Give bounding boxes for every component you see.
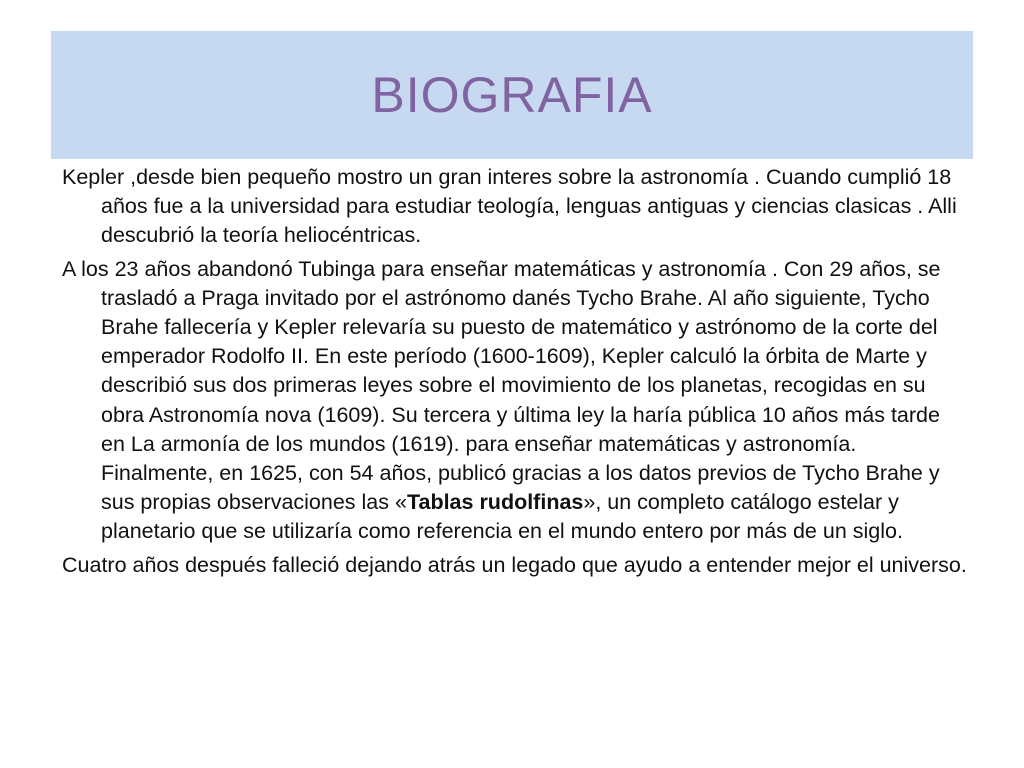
career-text-start: A los 23 años abandonó Tubinga para enseñar matemáticas y astronomía . Con 29 años, se trasladó a Praga invitado por el astrónomo danés Tycho Brahe. Al año siguiente, Tycho Brahe fallecería y Kepler relevaría su puesto de matemático y astrónomo de la corte del emperador Rodolfo II. En este período (1600-1609), Kepler calculó la órbita de Marte y describió sus dos primeras leyes sobre el movimiento de los planetas, recogidas en su obra Astronomía nova (1609). Su tercera y última ley la haría pública 10 años más tarde en La armonía de los mundos (1619). para enseñar matemáticas y astronomía. Finalmente, en 1625, con 54 años, publicó gracias a los datos previos de Tycho Brahe y sus propias observaciones las « xyxy=(62,256,941,515)
paragraph-legacy: Cuatro años después falleció dejando atrás un legado que ayudo a entender mejor el universo. xyxy=(62,552,967,577)
slide-body xyxy=(62,163,967,584)
paragraph-career xyxy=(62,255,967,547)
paragraph-early-life: Kepler ,desde bien pequeño mostro un gran interes sobre la astronomía . Cuando cumplió 18 años fue a la universidad para estudiar teología, lenguas antiguas y ciencias clasicas . Alli descubrió la teoría heliocéntricas. xyxy=(62,165,957,248)
slide-title: BIOGRAFIA xyxy=(371,67,653,123)
career-text-end: », un completo catálogo estelar y planetario que se utilizaría como referencia en el mundo entero por más de un siglo. xyxy=(101,490,903,544)
title-band xyxy=(51,31,973,159)
tablas-rudolfinas-bold: Tablas rudolfinas xyxy=(406,490,584,515)
